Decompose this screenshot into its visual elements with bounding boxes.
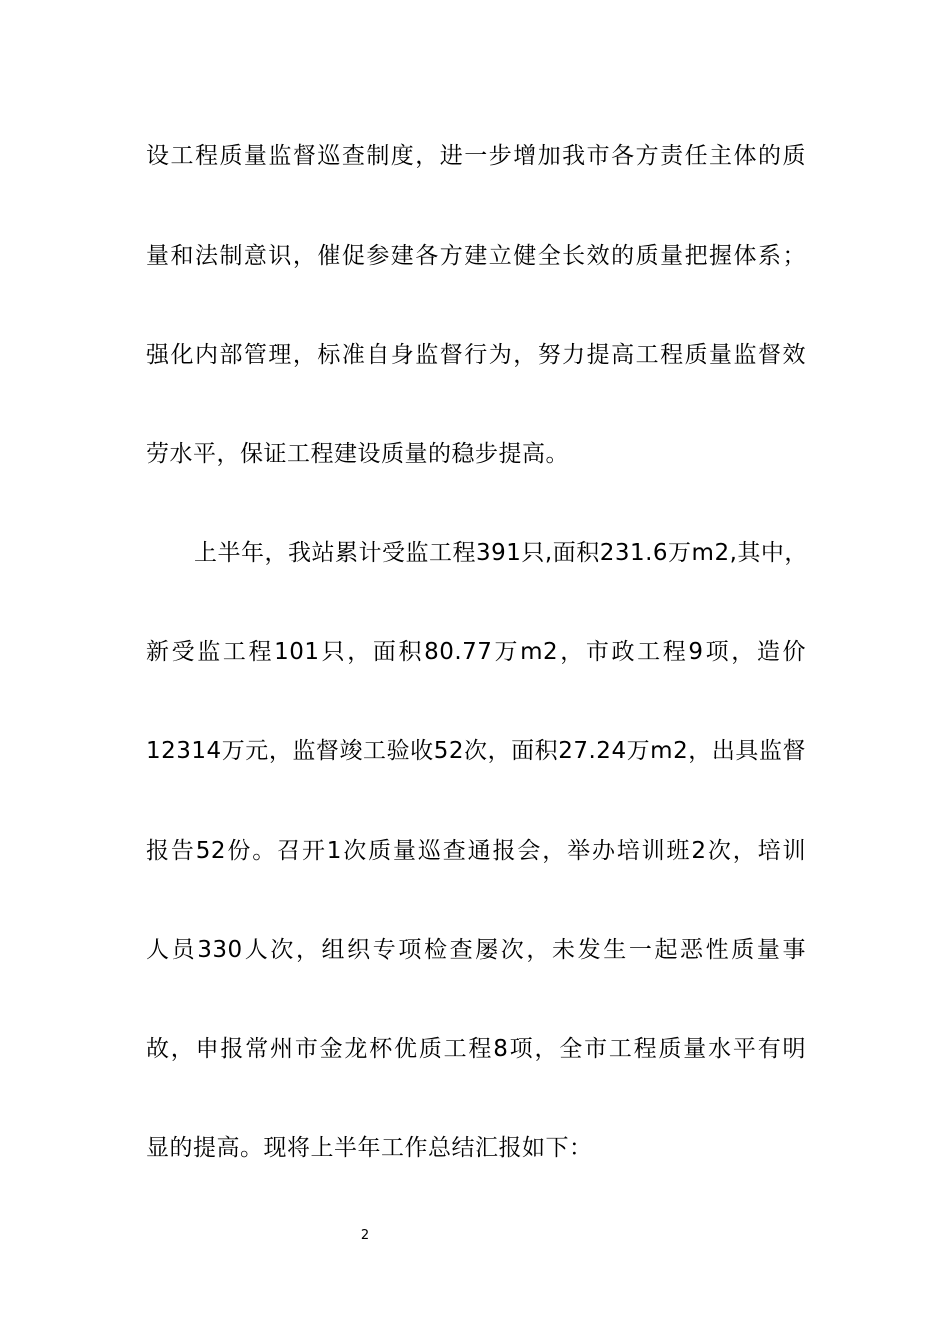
paragraph-line: 显的提高。现将上半年工作总结汇报如下： xyxy=(146,1135,593,1161)
paragraph-line: 报告52份。召开1次质量巡查通报会，举办培训班2次，培训 xyxy=(146,838,806,864)
page-number: 2 xyxy=(360,1228,370,1243)
paragraph-line: 强化内部管理，标准自身监督行为，努力提高工程质量监督效 xyxy=(146,342,806,368)
paragraph-line: 12314万元，监督竣工验收52次，面积27.24万m2，出具监督 xyxy=(146,738,806,764)
paragraph-line: 上半年，我站累计受监工程391只,面积231.6万m2,其中， xyxy=(194,540,808,566)
paragraph-line: 设工程质量监督巡查制度，进一步增加我市各方责任主体的质 xyxy=(146,143,806,169)
paragraph-line: 故，申报常州市金龙杯优质工程8项，全市工程质量水平有明 xyxy=(146,1036,806,1062)
paragraph-line: 劳水平，保证工程建设质量的稳步提高。 xyxy=(146,441,569,467)
paragraph-line: 人员330人次，组织专项检查屡次，未发生一起恶性质量事 xyxy=(146,937,806,963)
paragraph-line: 量和法制意识，催促参建各方建立健全长效的质量把握体系； xyxy=(146,243,806,269)
paragraph-line: 新受监工程101只，面积80.77万m2，市政工程9项，造价 xyxy=(146,639,806,665)
